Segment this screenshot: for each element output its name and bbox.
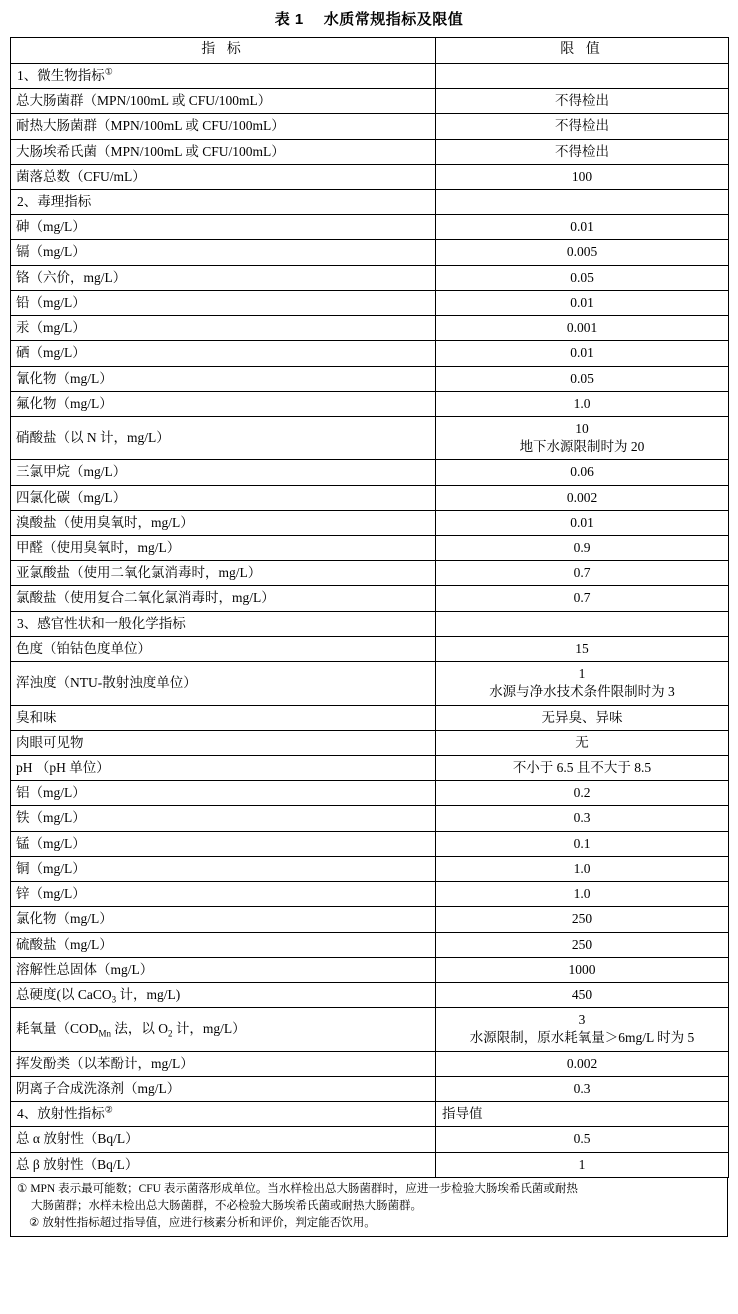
table-row [11,366,729,391]
table-row [11,1127,729,1152]
table-row [11,536,729,561]
row-value: 15 [436,636,729,661]
row-item: 亚氯酸盐（使用二氧化氯消毒时，mg/L） [11,561,436,586]
table-row [11,856,729,881]
table-row [11,957,729,982]
row-item: 阴离子合成洗涤剂（mg/L） [11,1076,436,1101]
table-row [11,316,729,341]
table-row [11,164,729,189]
table-number: 表 1 [274,11,304,28]
table-row [11,730,729,755]
table-row [11,139,729,164]
row-value-note: 地下水源限制时为 20 [519,439,645,455]
row-value: 0.7 [436,561,729,586]
row-value: 0.05 [436,265,729,290]
table-header [11,38,729,64]
row-value: 0.002 [436,485,729,510]
row-item: 硒（mg/L） [11,341,436,366]
row-value: 1 [436,1152,729,1177]
row-item: 色度（铂钴色度单位） [11,636,436,661]
section-label: 3、感官性状和一般化学指标 [11,611,436,636]
row-item: 总 α 放射性（Bq/L） [11,1127,436,1152]
footnote-2 [17,1215,721,1232]
row-value: 0.01 [436,215,729,240]
row-value: 0.9 [436,536,729,561]
water-quality-table [10,37,729,1178]
table-row [11,1152,729,1177]
row-item: 肉眼可见物 [11,730,436,755]
table-row [11,705,729,730]
table-row [11,907,729,932]
footnote-1-marker: ① [17,1182,28,1195]
row-item: 铬（六价，mg/L） [11,265,436,290]
row-item: 氯化物（mg/L） [11,907,436,932]
row-item: 臭和味 [11,705,436,730]
row-value: 1.0 [436,882,729,907]
table-row [11,561,729,586]
table-body [11,63,729,1177]
row-item: 锌（mg/L） [11,882,436,907]
row-value: 0.002 [436,1051,729,1076]
row-value: 0.2 [436,781,729,806]
row-value-primary: 10 [575,420,589,436]
row-value-note: 水源限制，原水耗氧量＞6mg/L 时为 5 [469,1030,695,1046]
row-value: 0.001 [436,316,729,341]
table-row [11,781,729,806]
row-item: 氯酸盐（使用复合二氧化氯消毒时，mg/L） [11,586,436,611]
row-item: 三氯甲烷（mg/L） [11,460,436,485]
row-value: 0.1 [436,831,729,856]
row-value-primary: 3 [578,1012,586,1028]
section-row [11,63,729,88]
row-item: 甲醛（使用臭氧时，mg/L） [11,536,436,561]
row-value [436,662,729,705]
row-value: 无异臭、异味 [436,705,729,730]
section-value: 指导值 [436,1102,729,1127]
row-value: 1.0 [436,391,729,416]
row-value [436,416,729,459]
table-row [11,215,729,240]
table-row [11,982,729,1007]
row-value: 0.01 [436,290,729,315]
row-value: 0.06 [436,460,729,485]
row-item: 锰（mg/L） [11,831,436,856]
row-value: 0.01 [436,510,729,535]
footnote-1 [17,1181,721,1216]
table-row [11,391,729,416]
row-item: 砷（mg/L） [11,215,436,240]
table-row [11,416,729,459]
row-item: 铁（mg/L） [11,806,436,831]
table-row [11,882,729,907]
table-row [11,341,729,366]
row-value: 0.5 [436,1127,729,1152]
section-row [11,1102,729,1127]
row-value: 0.01 [436,341,729,366]
table-row [11,831,729,856]
row-item: 氰化物（mg/L） [11,366,436,391]
section-value [436,189,729,214]
section-value [436,611,729,636]
row-item: 铅（mg/L） [11,290,436,315]
row-item: 总大肠菌群（MPN/100mL 或 CFU/100mL） [11,89,436,114]
row-item: 镉（mg/L） [11,240,436,265]
table-row [11,586,729,611]
row-item: pH （pH 单位） [11,756,436,781]
row-value: 不小于 6.5 且不大于 8.5 [436,756,729,781]
row-value: 250 [436,932,729,957]
section-label: 4、放射性指标② [11,1102,436,1127]
row-item: 菌落总数（CFU/mL） [11,164,436,189]
table-row [11,240,729,265]
section-value [436,63,729,88]
footnote-2-marker: ② [29,1217,40,1230]
section-label: 2、毒理指标 [11,189,436,214]
row-item: 汞（mg/L） [11,316,436,341]
table-row [11,1076,729,1101]
footnote-1-line1: MPN 表示最可能数；CFU 表示菌落形成单位。当水样检出总大肠菌群时，应进一步检验大肠埃希氏菌或耐热 [30,1182,578,1195]
row-item: 总硬度(以 CaCO$_3$ 计，mg/L) [11,982,436,1007]
table-row [11,460,729,485]
row-item: 硫酸盐（mg/L） [11,932,436,957]
table-row [11,756,729,781]
table-row [11,114,729,139]
row-item: 溴酸盐（使用臭氧时，mg/L） [11,510,436,535]
header-item: 指 标 [11,38,436,64]
header-row [11,38,729,64]
row-item: 大肠埃希氏菌（MPN/100mL 或 CFU/100mL） [11,139,436,164]
section-footnote-marker: ② [104,1104,113,1115]
row-value: 0.7 [436,586,729,611]
row-value: 0.3 [436,1076,729,1101]
row-value: 250 [436,907,729,932]
table-row [11,806,729,831]
row-value: 不得检出 [436,139,729,164]
table-row [11,932,729,957]
row-item: 浑浊度（NTU-散射浊度单位） [11,662,436,705]
row-item: 氟化物（mg/L） [11,391,436,416]
section-footnote-marker: ① [104,66,113,77]
table-row [11,290,729,315]
table-row [11,485,729,510]
row-value: 不得检出 [436,114,729,139]
header-value: 限 值 [436,38,729,64]
table-row [11,265,729,290]
row-value: 450 [436,982,729,1007]
row-value-primary: 1 [578,666,586,682]
row-value [436,1008,729,1051]
row-item: 硝酸盐（以 N 计，mg/L） [11,416,436,459]
row-value: 0.3 [436,806,729,831]
row-item: 挥发酚类（以苯酚计，mg/L） [11,1051,436,1076]
row-value: 不得检出 [436,89,729,114]
section-row [11,611,729,636]
row-value: 1000 [436,957,729,982]
table-row [11,636,729,661]
row-item: 溶解性总固体（mg/L） [11,957,436,982]
row-item: 耗氧量（$COD_{Mn}$ 法，以 $O_2$ 计，mg/L） [11,1008,436,1051]
table-row [11,662,729,705]
section-row [11,189,729,214]
row-item: 铝（mg/L） [11,781,436,806]
row-item: 耐热大肠菌群（MPN/100mL 或 CFU/100mL） [11,114,436,139]
footnote-2-line1: 放射性指标超过指导值，应进行核素分析和评价，判定能否饮用。 [42,1217,376,1230]
section-label: 1、微生物指标① [11,63,436,88]
table-row [11,510,729,535]
table-row [11,1008,729,1051]
row-value: 0.05 [436,366,729,391]
row-value: 无 [436,730,729,755]
row-value-note: 水源与净水技术条件限制时为 3 [489,684,675,700]
footnote-1-line2: 大肠菌群；水样未检出总大肠菌群，不必检验大肠埃希氏菌或耐热大肠菌群。 [31,1199,422,1212]
table-footnotes [10,1178,728,1238]
row-value: 100 [436,164,729,189]
row-item: 总 β 放射性（Bq/L） [11,1152,436,1177]
table-row [11,1051,729,1076]
table-row [11,89,729,114]
table-title-text: 水质常规指标及限值 [323,11,464,28]
row-item: 铜（mg/L） [11,856,436,881]
page-title [10,8,728,29]
row-item: 四氯化碳（mg/L） [11,485,436,510]
row-value: 1.0 [436,856,729,881]
row-value: 0.005 [436,240,729,265]
